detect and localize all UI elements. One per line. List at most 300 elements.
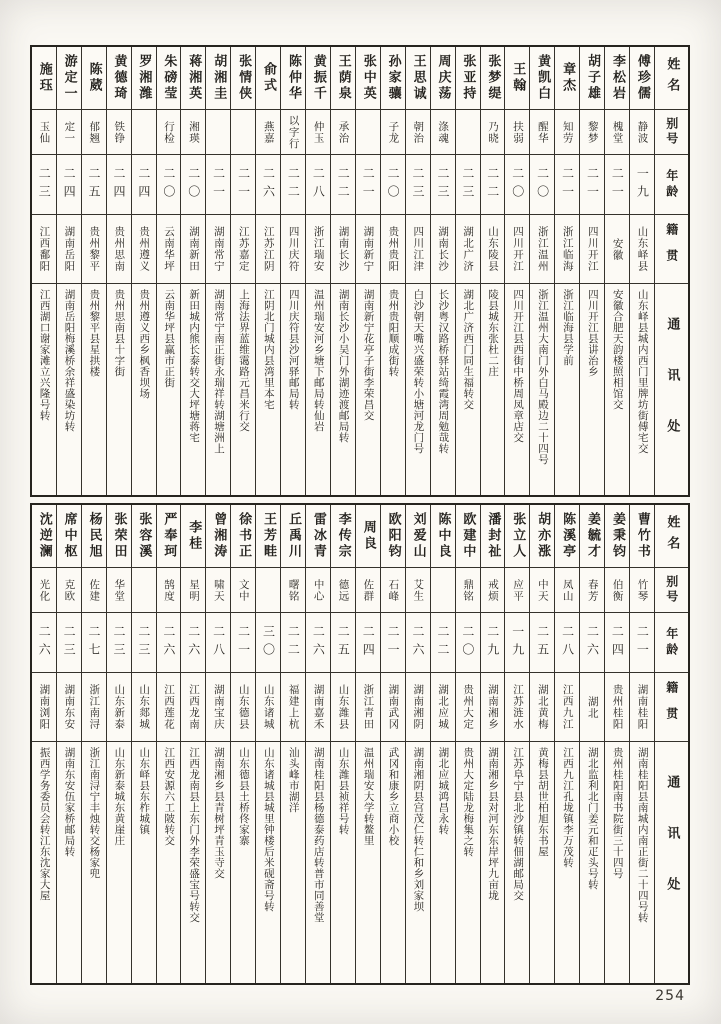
person-name: 罗湘潍 <box>136 54 152 102</box>
person-name: 俞式 <box>261 62 277 94</box>
person-age: 二〇 <box>186 166 201 203</box>
person-column <box>504 505 529 983</box>
person-column <box>380 505 405 983</box>
person-column <box>355 505 380 983</box>
person-origin: 湖南湘阴 <box>412 684 425 730</box>
person-alias: 佐群 <box>362 578 375 602</box>
person-column <box>305 505 330 983</box>
person-name: 严奉珂 <box>161 512 177 560</box>
person-alias: 黎梦 <box>586 120 599 144</box>
page-number: 254 <box>655 988 685 1004</box>
person-address: 武冈和康乡立商小校 <box>387 747 400 846</box>
person-alias: 定一 <box>63 120 76 144</box>
registry-table-top <box>30 45 690 497</box>
person-column <box>604 505 629 983</box>
person-origin: 湖北广济 <box>462 226 475 272</box>
person-column <box>480 47 505 495</box>
person-alias: 星明 <box>187 578 200 602</box>
person-age: 二五 <box>87 166 102 203</box>
person-name: 王思诚 <box>410 54 426 102</box>
person-address: 贵州大定陆龙梅集之转 <box>462 747 475 857</box>
person-address: 汕头峰市湖洋 <box>287 747 300 813</box>
person-origin: 四川庆符 <box>287 226 300 272</box>
person-column <box>56 505 81 983</box>
column-header-alias: 别号 <box>664 117 679 147</box>
person-alias: 静波 <box>636 120 649 144</box>
person-address: 贵州思南县十字街 <box>113 289 126 377</box>
person-age: 二五 <box>336 624 351 661</box>
person-name: 陈葳 <box>86 62 102 94</box>
person-alias: 戒烦 <box>487 578 500 602</box>
person-age: 二一 <box>585 166 600 203</box>
person-address: 江西九江孔垅镇李万茂转 <box>561 747 574 868</box>
person-column <box>355 47 380 495</box>
person-alias: 中心 <box>312 578 325 602</box>
person-origin: 湖南桂阳 <box>636 684 649 730</box>
person-name: 雷冰青 <box>310 512 326 560</box>
person-column <box>480 505 505 983</box>
person-alias: 乃晓 <box>487 120 500 144</box>
person-name: 杨民旭 <box>86 512 102 560</box>
person-alias: 石峰 <box>387 578 400 602</box>
person-alias: 槐堂 <box>611 120 624 144</box>
person-address: 贵州黎平县星拱楼 <box>88 289 101 377</box>
person-name: 张亚持 <box>460 54 476 102</box>
person-origin: 湖北应城 <box>437 684 450 730</box>
person-origin: 浙江瑞安 <box>312 226 325 272</box>
column-header-address: 通讯处 <box>664 317 680 470</box>
person-age: 三〇 <box>261 624 276 661</box>
person-name: 王翰 <box>510 62 526 94</box>
person-origin: 贵州贵阳 <box>387 226 400 272</box>
person-column <box>156 47 181 495</box>
person-column <box>604 47 629 495</box>
person-alias: 中天 <box>536 578 549 602</box>
person-alias: 承治 <box>337 120 350 144</box>
person-alias: 华堂 <box>113 578 126 602</box>
person-name: 陈中良 <box>435 512 451 560</box>
person-address: 云南华坪县赢市正街 <box>163 289 176 388</box>
person-origin: 山东陵县 <box>487 226 500 272</box>
person-origin: 福建上杭 <box>287 684 300 730</box>
person-age: 二三 <box>411 166 426 203</box>
person-alias: 克欧 <box>63 578 76 602</box>
person-address: 黄梅县胡世柏旭东书屋 <box>537 747 550 857</box>
person-origin: 贵州遵义 <box>138 226 151 272</box>
person-column <box>430 505 455 983</box>
person-origin: 江苏涟水 <box>511 684 524 730</box>
person-address: 湖南常宁南正街永瑞祥转湖塘洲上 <box>213 289 226 454</box>
person-column <box>180 47 205 495</box>
person-age: 一九 <box>510 624 525 661</box>
person-origin: 湖南常宁 <box>212 226 225 272</box>
person-name: 欧建中 <box>460 512 476 560</box>
person-origin: 江西莲花 <box>163 684 176 730</box>
header-column <box>654 505 688 983</box>
person-origin: 湖南岳阳 <box>63 226 76 272</box>
person-column <box>180 505 205 983</box>
person-age: 二三 <box>435 166 450 203</box>
person-name: 游定一 <box>61 54 77 102</box>
person-alias: 伯衡 <box>611 578 624 602</box>
person-column <box>205 505 230 983</box>
person-age: 二三 <box>111 624 126 661</box>
person-name: 张荣田 <box>111 512 127 560</box>
person-column <box>230 47 255 495</box>
person-name: 欧阳钧 <box>385 512 401 560</box>
person-origin: 湖南新田 <box>187 226 200 272</box>
person-name: 周良 <box>360 520 376 552</box>
person-age: 二六 <box>311 624 326 661</box>
person-age: 二〇 <box>535 166 550 203</box>
person-age: 二四 <box>62 166 77 203</box>
person-origin: 湖南东安 <box>63 684 76 730</box>
person-origin: 安徽 <box>611 237 624 261</box>
person-age: 二二 <box>485 166 500 203</box>
person-column <box>255 47 280 495</box>
person-name: 黄德琦 <box>111 54 127 102</box>
person-name: 陈仲华 <box>285 54 301 102</box>
person-age: 二三 <box>460 166 475 203</box>
person-column <box>330 505 355 983</box>
person-column <box>455 505 480 983</box>
person-alias: 燕嘉 <box>262 120 275 144</box>
column-header-origin: 籍贯 <box>664 681 679 733</box>
person-age: 二一 <box>236 166 251 203</box>
person-address: 湖北监利北门姜元和疋头号转 <box>586 747 599 890</box>
person-address: 四川开江县讲治乡 <box>586 289 599 377</box>
person-age: 二六 <box>261 166 276 203</box>
person-column <box>81 47 106 495</box>
person-age: 二七 <box>87 624 102 661</box>
person-age: 二三 <box>136 624 151 661</box>
person-age: 二六 <box>37 624 52 661</box>
person-origin: 浙江温州 <box>536 226 549 272</box>
person-alias: 行检 <box>163 120 176 144</box>
person-alias: 应平 <box>511 578 524 602</box>
person-alias: 文中 <box>237 578 250 602</box>
person-name: 曾湘涛 <box>211 512 227 560</box>
person-column <box>579 47 604 495</box>
person-alias: 子龙 <box>387 120 400 144</box>
person-address: 温州瑞安大学转鳌里 <box>362 747 375 846</box>
person-address: 湖南长沙小吴门外湖迹渡邮局转 <box>337 289 350 443</box>
person-address: 湖南湘乡县青树坪青玉寺交 <box>213 747 226 879</box>
person-name: 潘封祉 <box>485 512 501 560</box>
column-header-alias: 别号 <box>664 575 679 605</box>
person-origin: 湖南长沙 <box>437 226 450 272</box>
person-column <box>205 47 230 495</box>
person-name: 胡亦涨 <box>535 512 551 560</box>
column-header-age: 年龄 <box>664 168 679 201</box>
person-age: 二〇 <box>386 166 401 203</box>
person-age: 二一 <box>361 166 376 203</box>
person-alias: 铁铮 <box>113 120 126 144</box>
person-column <box>305 47 330 495</box>
person-alias: 曙铭 <box>287 578 300 602</box>
person-age: 二〇 <box>161 166 176 203</box>
person-name: 张容溪 <box>136 512 152 560</box>
person-name: 黄凯白 <box>535 54 551 102</box>
person-alias: 啸天 <box>212 578 225 602</box>
person-age: 二八 <box>560 624 575 661</box>
person-alias: 竹琴 <box>636 578 649 602</box>
person-alias: 玉仙 <box>38 120 51 144</box>
person-alias: 德远 <box>337 578 350 602</box>
person-age: 二四 <box>136 166 151 203</box>
person-alias: 扶弱 <box>511 120 524 144</box>
person-column <box>330 47 355 495</box>
person-origin: 贵州大定 <box>462 684 475 730</box>
person-alias: 知劳 <box>561 120 574 144</box>
column-header-address: 通讯处 <box>664 775 680 928</box>
person-age: 二〇 <box>460 624 475 661</box>
person-alias: 以字行 <box>287 114 300 150</box>
header-column <box>654 47 688 495</box>
person-address: 浙江临海县学前 <box>561 289 574 366</box>
person-origin: 山东峄县 <box>636 226 649 272</box>
person-age: 二三 <box>62 624 77 661</box>
person-address: 江西湖口谢家滩立兴隆号转 <box>38 289 51 421</box>
person-origin: 浙江南浔 <box>88 684 101 730</box>
person-age: 二二 <box>435 624 450 661</box>
person-address: 湖南桂阳县南城内南正街二十四号转 <box>636 747 649 923</box>
person-name: 张中英 <box>360 54 376 102</box>
person-address: 湖南桂阳县杨德泰药店转普市同善堂 <box>312 747 325 923</box>
person-address: 江西安源六工陂转交 <box>163 747 176 846</box>
person-address: 山东新泰城东黄崖庄 <box>113 747 126 846</box>
person-alias: 湘瑛 <box>187 120 200 144</box>
person-age: 二四 <box>610 624 625 661</box>
person-column <box>455 47 480 495</box>
person-name: 刘爱山 <box>410 512 426 560</box>
person-address: 湖南湘乡县对河东东岸坪九亩垅 <box>487 747 500 901</box>
person-origin: 山东潍县 <box>337 684 350 730</box>
person-address: 新田城内熊长泰转交大坪塘蒋宅 <box>188 289 201 443</box>
person-origin: 浙江临海 <box>561 226 574 272</box>
person-origin: 浙江青田 <box>362 684 375 730</box>
person-column <box>629 505 654 983</box>
person-column <box>280 505 305 983</box>
person-address: 陵县城东张杜二庄 <box>487 289 500 377</box>
person-origin: 湖南新宁 <box>362 226 375 272</box>
person-name: 张梦缇 <box>485 54 501 102</box>
person-origin: 湖南浏阳 <box>38 684 51 730</box>
person-address: 四川开江县西街中桥周凤章店交 <box>512 289 525 443</box>
person-column <box>255 505 280 983</box>
person-address: 江阴北门城内县湾里本宅 <box>262 289 275 410</box>
person-age: 二一 <box>560 166 575 203</box>
person-name: 徐书正 <box>236 512 252 560</box>
person-age: 二六 <box>411 624 426 661</box>
person-address: 安徽合肥天韵楼照相馆交 <box>611 289 624 410</box>
person-origin: 云南华坪 <box>163 226 176 272</box>
person-name: 李松岩 <box>609 54 625 102</box>
person-origin: 贵州桂阳 <box>611 684 624 730</box>
person-origin: 山东德县 <box>237 684 250 730</box>
person-alias: 鼎铭 <box>462 578 475 602</box>
person-column <box>81 505 106 983</box>
person-age: 二八 <box>311 166 326 203</box>
person-origin: 贵州黎平 <box>88 226 101 272</box>
person-column <box>280 47 305 495</box>
person-name: 姜毓才 <box>585 512 601 560</box>
person-age: 二一 <box>635 624 650 661</box>
person-column <box>529 47 554 495</box>
person-name: 张立人 <box>510 512 526 560</box>
person-column <box>504 47 529 495</box>
person-address: 湖南岳阳梅溪桥余祥盛染坊转 <box>63 289 76 432</box>
person-age: 二六 <box>161 624 176 661</box>
person-origin: 湖南嘉禾 <box>312 684 325 730</box>
person-column <box>131 505 156 983</box>
person-origin: 江西鄱阳 <box>38 226 51 272</box>
person-age: 一九 <box>635 166 650 203</box>
person-address: 振西学务委员会转江东沈家大屋 <box>38 747 51 901</box>
person-age: 二一 <box>211 166 226 203</box>
person-origin: 山东郯城 <box>138 684 151 730</box>
person-address: 湖南湘阴县宫茂仁转仁和乡刘家坝 <box>412 747 425 912</box>
person-alias: 仲玉 <box>312 120 325 144</box>
person-origin: 江西龙南 <box>187 684 200 730</box>
person-alias: 朝治 <box>412 120 425 144</box>
person-address: 白沙朝天嘴兴盛荣转小塘河龙门号 <box>412 289 425 454</box>
person-age: 二六 <box>585 624 600 661</box>
person-column <box>430 47 455 495</box>
person-origin: 湖南宝庆 <box>212 684 225 730</box>
person-column <box>405 47 430 495</box>
person-age: 二八 <box>211 624 226 661</box>
person-name: 周庆荡 <box>435 54 451 102</box>
person-name: 孙家骧 <box>385 54 401 102</box>
person-origin: 四川开江 <box>511 226 524 272</box>
person-column <box>529 505 554 983</box>
person-age: 二九 <box>485 624 500 661</box>
person-age: 二〇 <box>510 166 525 203</box>
person-age: 二五 <box>535 624 550 661</box>
person-address: 长沙粤汉路桥驿站绮霞湾周勉哉转 <box>437 289 450 454</box>
person-column <box>131 47 156 495</box>
person-name: 施珏 <box>36 62 52 94</box>
person-name: 席中枢 <box>61 512 77 560</box>
person-age: 二二 <box>336 166 351 203</box>
person-origin: 湖南湘乡 <box>487 684 500 730</box>
person-name: 蒋湘英 <box>186 54 202 102</box>
person-name: 李桂 <box>186 520 202 552</box>
person-address: 上海法界蓝维霭路元昌米行交 <box>237 289 250 432</box>
person-column <box>230 505 255 983</box>
person-address: 山东德县土桥佟家寨 <box>237 747 250 846</box>
person-age: 二一 <box>236 624 251 661</box>
person-name: 朱磅莹 <box>161 54 177 102</box>
person-origin: 四川开江 <box>586 226 599 272</box>
person-origin: 四川江津 <box>412 226 425 272</box>
person-address: 山东诸城县城里钟楼后米砚斋号转 <box>262 747 275 912</box>
person-address: 山东潍县祯祥号转 <box>337 747 350 835</box>
person-column <box>106 47 131 495</box>
person-age: 二三 <box>37 166 52 203</box>
person-column <box>554 505 579 983</box>
person-name: 胡子雄 <box>585 54 601 102</box>
person-column <box>554 47 579 495</box>
person-alias: 涤魂 <box>437 120 450 144</box>
person-age: 二一 <box>386 624 401 661</box>
person-name: 胡湘圭 <box>211 54 227 102</box>
person-address: 贵州桂阳南书院街三十四号 <box>611 747 624 879</box>
person-address: 江西龙南县上东门外李荣盛宝号转交 <box>188 747 201 923</box>
person-address: 贵州遵义西乡枫香坝场 <box>138 289 151 399</box>
person-column <box>579 505 604 983</box>
person-address: 湖南东安伍家桥邮局转 <box>63 747 76 857</box>
person-origin: 湖北黄梅 <box>536 684 549 730</box>
person-origin: 山东新泰 <box>113 684 126 730</box>
person-column <box>629 47 654 495</box>
person-column <box>106 505 131 983</box>
column-header-name: 姓名 <box>664 515 680 557</box>
person-alias: 春芳 <box>586 578 599 602</box>
person-name: 丘禹川 <box>285 512 301 560</box>
person-column <box>32 505 56 983</box>
registry-table-bottom <box>30 503 690 985</box>
person-origin: 湖南长沙 <box>337 226 350 272</box>
column-header-name: 姓名 <box>664 57 680 99</box>
person-name: 张情侠 <box>236 54 252 102</box>
person-alias: 佐建 <box>88 578 101 602</box>
person-alias: 凤山 <box>561 578 574 602</box>
person-origin: 江苏嘉定 <box>237 226 250 272</box>
person-name: 黄振千 <box>310 54 326 102</box>
person-alias: 醒华 <box>536 120 549 144</box>
person-column <box>32 47 56 495</box>
person-age: 二六 <box>186 624 201 661</box>
person-address: 山东峄县城内西门里牌坊街傅宅交 <box>636 289 649 454</box>
person-age: 二二 <box>286 166 301 203</box>
person-age: 二二 <box>286 624 301 661</box>
person-age: 二四 <box>361 624 376 661</box>
person-alias: 郁翘 <box>88 120 101 144</box>
person-address: 湖北广济西门同生福转交 <box>462 289 475 410</box>
person-address: 江苏阜宁县北沙镇转佃湖邮局交 <box>512 747 525 901</box>
person-origin: 江西九江 <box>561 684 574 730</box>
person-origin: 湖北 <box>586 695 599 719</box>
person-alias: 鹄度 <box>163 578 176 602</box>
person-address: 贵州贵阳顺成街转 <box>387 289 400 377</box>
person-name: 王芳畦 <box>261 512 277 560</box>
person-column <box>156 505 181 983</box>
person-origin: 湖南武冈 <box>387 684 400 730</box>
person-origin: 贵州思南 <box>113 226 126 272</box>
person-address: 湖北应城鸿昌永转 <box>437 747 450 835</box>
person-name: 傅珍儒 <box>634 54 650 102</box>
person-address: 四川庆符县沙河驿邮局转 <box>287 289 300 410</box>
person-address: 山东峄县东柞城镇 <box>138 747 151 835</box>
person-name: 沈逆澜 <box>36 512 52 560</box>
person-origin: 江苏江阴 <box>262 226 275 272</box>
person-alias: 光化 <box>38 578 51 602</box>
person-address: 温州瑞安河乡塘下邮局转仙岩 <box>312 289 325 432</box>
person-name: 王荫泉 <box>335 54 351 102</box>
column-header-origin: 籍贯 <box>664 223 679 275</box>
person-address: 湖南新宁花亭子街李荣昌交 <box>362 289 375 421</box>
person-column <box>405 505 430 983</box>
column-header-age: 年龄 <box>664 626 679 659</box>
person-address: 浙江温州大南门外白马殿边二十四号 <box>537 289 550 465</box>
person-column <box>380 47 405 495</box>
person-column <box>56 47 81 495</box>
person-alias: 艾生 <box>412 578 425 602</box>
person-address: 浙江南浔宁丰烛转交杨家兜 <box>88 747 101 879</box>
person-name: 陈溪亭 <box>560 512 576 560</box>
